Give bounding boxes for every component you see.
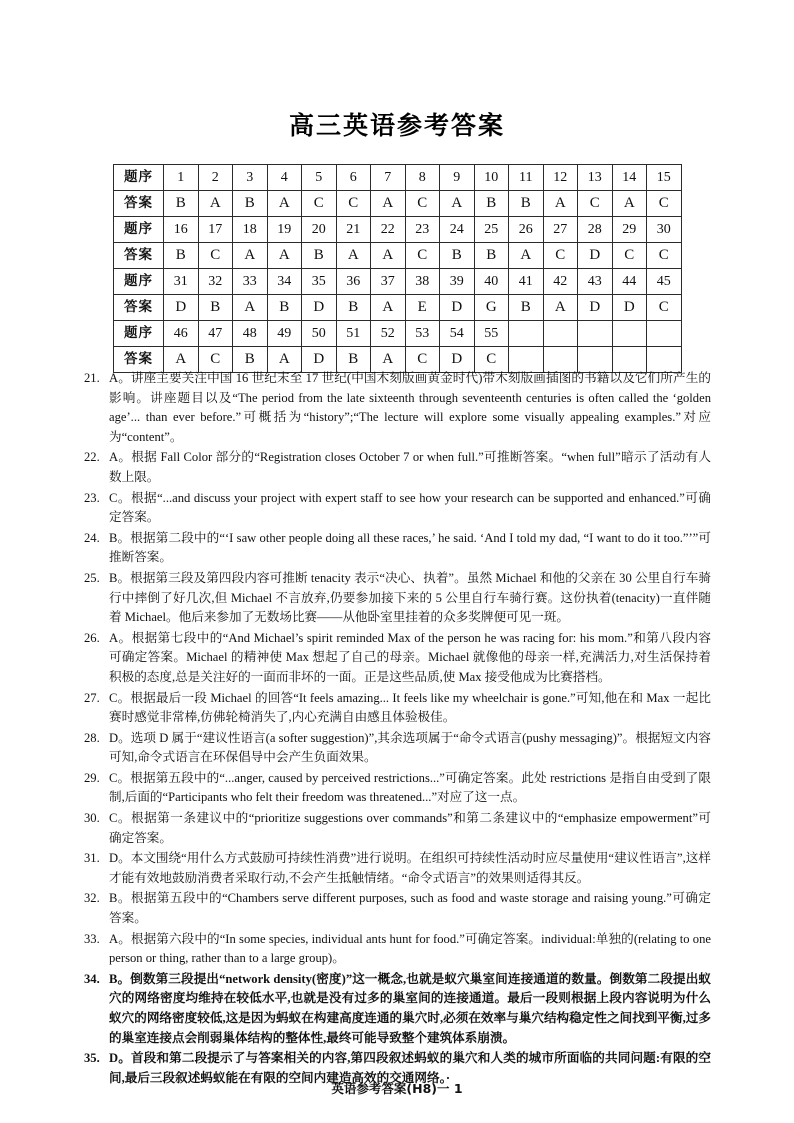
answer-cell: A [371,295,406,321]
answer-cell: C [405,243,440,269]
explanation-text: C。根据第一条建议中的“prioritize suggestions over commands”和第二条建议中的“emphasize empowerment”可确定答案。 [109,811,711,845]
question-number-cell: 55 [474,321,509,347]
question-number-cell: 30 [647,217,682,243]
answer-cell: C [543,243,578,269]
question-number-cell: 20 [302,217,337,243]
question-number-cell: 15 [647,165,682,191]
explanation-number: 33. [84,931,100,946]
answer-cell: C [612,243,647,269]
question-number-cell: 9 [440,165,475,191]
empty-cell [509,321,544,347]
question-number-cell: 13 [578,165,613,191]
empty-cell [612,321,647,347]
question-number-cell: 22 [371,217,406,243]
explanation-number: 23. [84,490,100,505]
page-title: 高三英语参考答案 [288,111,505,140]
question-number-cell: 33 [233,269,268,295]
empty-cell [543,321,578,347]
explanation-text: B。根据第五段中的“Chambers serve different purposes, such as food and waste storage and raising young.”可确定答案。 [109,891,711,926]
answer-cell: A [543,191,578,217]
answer-cell: B [267,295,302,321]
question-number-cell: 4 [267,165,302,191]
answer-cell: A [509,243,544,269]
answer-cell: A [543,295,578,321]
explanation-text: D。选项 D 属于“建议性语言(a softer suggestion)”,其余选项属于“命令式语言(pushy messaging)”。根据短文内容可知,命令式语言在环保倡导中会产生负面效果。 [109,730,711,765]
empty-cell [578,321,613,347]
answer-cell: C [647,243,682,269]
explanation-item [84,629,711,688]
question-number-cell: 24 [440,217,475,243]
question-number-cell: 47 [198,321,233,347]
table-row [114,217,682,243]
explanation-text: A。根据第七段中的“And Michael’s spirit reminded Max of the person he was racing for: his mom.”和第八段内容可确定答案。Michael 的精神使 Max 想起了自己的母亲。Michael 就像他的母亲一样,充满活力,对生活保持着积极的态度,总是关注好的一面而非坏的一面。正是这些品质,使 Max 接受他成为比赛搭档。 [109,630,711,684]
explanation-text: D。首段和第二段提示了与答案相关的内容,第四段叙述蚂蚁的巢穴和人类的城市所面临的共同问题:有限的空间,最后三段叙述蚂蚁能在有限的空间内建造高效的交通网络。· [109,1051,711,1085]
empty-cell [647,321,682,347]
answer-cell: A [371,191,406,217]
answer-cell: B [233,191,268,217]
question-number-cell: 7 [371,165,406,191]
answer-table-container [113,164,681,373]
answer-row-label: 答案 [114,347,164,373]
question-number-cell: 23 [405,217,440,243]
answer-cell: A [267,243,302,269]
question-number-cell: 36 [336,269,371,295]
explanation-text: A。根据 Fall Color 部分的“Registration closes October 7 or when full.”可推断答案。“when full”暗示了活动有人数上限。 [109,450,711,484]
answer-row-label: 答案 [114,191,164,217]
explanation-number: 31. [84,851,100,866]
question-number-cell: 29 [612,217,647,243]
question-number-cell: 46 [164,321,199,347]
question-number-cell: 34 [267,269,302,295]
table-row [114,321,682,347]
answer-cell: C [302,191,337,217]
explanation-item [84,809,711,848]
answer-cell: B [509,295,544,321]
answer-cell: A [164,347,199,373]
explanation-number: 22. [84,450,100,465]
explanation-number: 26. [84,630,100,645]
answer-cell: A [267,191,302,217]
answer-cell: C [647,295,682,321]
question-row-label: 题序 [114,217,164,243]
explanation-text: A。讲座主要关注中国 16 世纪末至 17 世纪(中国木刻版画黄金时代)带木刻版画插图的书籍以及它们所产生的影响。讲座题目以及“The period from the late sixteenth through seventeenth centuries is often called the ‘golden age’... than ever before.”可概括为“history”;“The lecture will explore some visually appealing examples.”对应为“content”。 [109,371,711,444]
explanation-number: 21. [84,371,100,385]
explanation-text: C。根据最后一段 Michael 的回答“It feels amazing... It feels like my wheelchair is gone.”可知,他在和 Max 一起比赛时感觉非常棒,仿佛轮椅消失了,内心充满自由感且体验极佳。 [109,690,711,725]
question-number-cell: 41 [509,269,544,295]
answer-cell: D [440,347,475,373]
answer-cell: A [612,191,647,217]
explanation-item [84,930,711,969]
question-number-cell: 37 [371,269,406,295]
answer-cell: D [612,295,647,321]
question-number-cell: 52 [371,321,406,347]
table-row [114,165,682,191]
table-row [114,295,682,321]
question-number-cell: 28 [578,217,613,243]
question-number-cell: 6 [336,165,371,191]
answer-cell: A [233,295,268,321]
explanation-list [84,369,711,1089]
table-row [114,191,682,217]
explanation-item [84,369,711,447]
explanation-item [84,529,711,568]
answer-cell: C [647,191,682,217]
question-number-cell: 5 [302,165,337,191]
question-number-cell: 43 [578,269,613,295]
answer-cell: B [474,191,509,217]
answer-cell: B [509,191,544,217]
question-number-cell: 21 [336,217,371,243]
question-number-cell: 18 [233,217,268,243]
explanation-number: 34. [84,971,100,986]
question-number-cell: 19 [267,217,302,243]
question-number-cell: 2 [198,165,233,191]
answer-cell: D [578,243,613,269]
answer-cell: C [198,347,233,373]
question-number-cell: 48 [233,321,268,347]
explanation-number: 24. [84,530,100,545]
answer-cell: C [405,347,440,373]
explanation-item [84,769,711,808]
answer-cell: E [405,295,440,321]
explanation-text: B。根据第二段中的“‘I saw other people doing all these races,’ he said. ‘And I told my dad, “I want to do it too.”’”可推断答案。 [109,530,711,565]
explanation-item [84,489,711,528]
explanation-text: C。根据第五段中的“...anger, caused by perceived restrictions...”可确定答案。此处 restrictions 是指自由受到了限制,后面的“Participants who felt their freedom was threatened...”对应了这一点。 [109,770,711,805]
answer-cell: A [267,347,302,373]
question-number-cell: 10 [474,165,509,191]
explanation-item [84,729,711,768]
explanation-text: D。本文围绕“用什么方式鼓励可持续性消费”进行说明。在组织可持续性活动时应尽量使用“建议性语言”,这样才能有效地鼓励消费者采取行动,不会产生抵触情绪。“命令式语言”的效果则适得其反。 [109,851,711,885]
table-row [114,243,682,269]
answer-row-label: 答案 [114,243,164,269]
explanation-number: 29. [84,770,100,785]
explanation-number: 35. [84,1051,100,1066]
answer-cell: B [336,347,371,373]
explanation-text: B。倒数第三段提出“network density(密度)”这一概念,也就是蚁穴巢室间连接通道的数量。倒数第二段提出蚁穴的网络密度均维持在较低水平,也就是没有过多的巢室间的连接通道。最后一段则根据上段内容说明为什么蚁穴的网络密度较低,这是因为蚂蚁在构建高度连通的巢穴时,必须在效率与巢穴结构稳定性之间找到平衡,过多的巢室连接点会削弱巢体结构的整体性,最终可能导致整个建筑体系崩溃。 [109,971,711,1045]
explanation-item [84,448,711,487]
question-number-cell: 39 [440,269,475,295]
answer-cell: A [371,347,406,373]
question-number-cell: 12 [543,165,578,191]
explanation-item [84,689,711,728]
question-number-cell: 11 [509,165,544,191]
question-number-cell: 27 [543,217,578,243]
answer-cell: C [405,191,440,217]
question-number-cell: 38 [405,269,440,295]
answer-cell: A [233,243,268,269]
answer-cell: D [302,295,337,321]
question-number-cell: 25 [474,217,509,243]
page-footer: 英语参考答案(H8)一 1 [331,1081,463,1096]
question-number-cell: 49 [267,321,302,347]
question-number-cell: 16 [164,217,199,243]
question-number-cell: 54 [440,321,475,347]
explanation-item [84,849,711,888]
answer-cell: A [371,243,406,269]
question-number-cell: 40 [474,269,509,295]
answer-cell: B [198,295,233,321]
table-row [114,269,682,295]
question-number-cell: 26 [509,217,544,243]
question-row-label: 题序 [114,269,164,295]
explanation-number: 27. [84,690,100,705]
question-number-cell: 42 [543,269,578,295]
question-number-cell: 45 [647,269,682,295]
question-number-cell: 51 [336,321,371,347]
answer-cell: B [233,347,268,373]
question-row-label: 题序 [114,321,164,347]
explanation-text: C。根据“...and discuss your project with expert staff to see how your research can be supported and enhanced.”可确定答案。 [109,490,711,525]
answer-cell: B [164,191,199,217]
answer-cell: B [336,295,371,321]
answer-cell: C [336,191,371,217]
answer-cell: G [474,295,509,321]
answer-cell: D [440,295,475,321]
answer-cell: B [302,243,337,269]
answer-cell: C [198,243,233,269]
explanation-number: 25. [84,570,100,585]
question-number-cell: 53 [405,321,440,347]
answer-cell: A [198,191,233,217]
answer-cell: C [578,191,613,217]
answer-cell: B [474,243,509,269]
question-number-cell: 3 [233,165,268,191]
explanation-item [84,970,711,1048]
question-number-cell: 35 [302,269,337,295]
answer-cell: D [578,295,613,321]
question-number-cell: 17 [198,217,233,243]
answer-cell: B [164,243,199,269]
explanation-text: A。根据第六段中的“In some species, individual ants hunt for food.”可确定答案。individual:单独的(relating to one person or thing, rather than to a large group)。 [109,931,711,966]
explanation-item [84,889,711,928]
question-row-label: 题序 [114,165,164,191]
answer-cell: A [336,243,371,269]
answer-cell: C [474,347,509,373]
question-number-cell: 1 [164,165,199,191]
explanation-text: B。根据第三段及第四段内容可推断 tenacity 表示“决心、执着”。虽然 Michael 和他的父亲在 30 公里自行车骑行中摔倒了好几次,但 Michael 不言放弃,仍要参加接下来的 5 公里自行车骑行赛。这份执着(tenacity)一直伴随着 Michael。他后来参加了无数场比赛——从他卧室里挂着的众多奖牌便可见一斑。 [109,570,711,625]
answer-table [113,164,682,373]
question-number-cell: 50 [302,321,337,347]
question-number-cell: 31 [164,269,199,295]
explanation-number: 28. [84,730,100,745]
explanation-number: 32. [84,891,100,906]
question-number-cell: 14 [612,165,647,191]
explanation-item [84,569,711,628]
answer-cell: B [440,243,475,269]
question-number-cell: 8 [405,165,440,191]
question-number-cell: 32 [198,269,233,295]
explanation-number: 30. [84,811,100,826]
answer-cell: A [440,191,475,217]
answer-cell: D [302,347,337,373]
answer-row-label: 答案 [114,295,164,321]
answer-cell: D [164,295,199,321]
question-number-cell: 44 [612,269,647,295]
